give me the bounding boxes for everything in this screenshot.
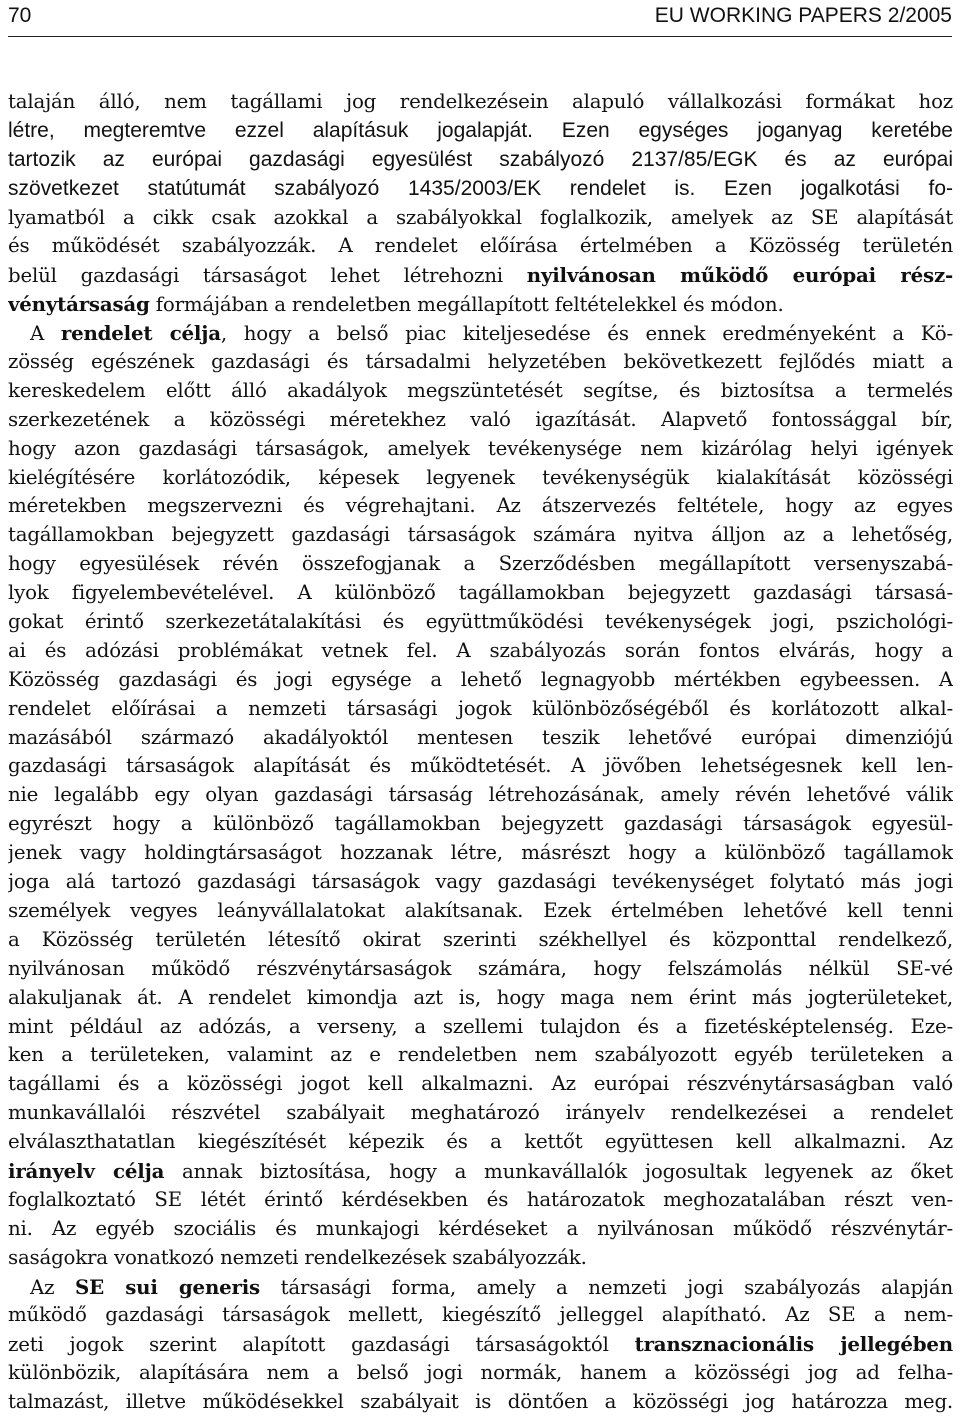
text-line: különbözik, alapítására nem a belső jogi normák, hanem a közösségi jog ad felha- — [8, 1361, 953, 1385]
text-line: egyrészt hogy a különböző tagállamokban bejegyzett gazdasági társaságok egyesül- — [8, 812, 953, 836]
text-line: ni. Az egyéb szociális és munkajogi kérdéseket a nyilvánosan működő részvénytár- — [8, 1216, 953, 1240]
text-line: saságokra vonatkozó nemzeti rendelkezések szabályozzák. — [8, 1245, 587, 1269]
text-line: működő gazdasági társaságok mellett, kiegészítő jelleggel alapítható. Az SE a nem- — [8, 1303, 953, 1327]
text-line: talaján álló, nem tagállami jog rendelkezésein alapuló vállalkozási formákat hoz — [8, 90, 953, 113]
text-line: jenek vagy holdingtársaságot hozzanak létre, másrészt hogy a különböző tagállamok — [8, 841, 953, 865]
text-line: elválaszthatatlan kiegészítését képezik és a kettőt együttesen kell alkalmazni. Az — [8, 1130, 953, 1154]
bold-term: transznacionális jellegében — [634, 1332, 953, 1357]
text-line: irányelv célja annak biztosítása, hogy a munkavállalók jogosultak legyenek az őket — [8, 1158, 953, 1183]
document-body — [8, 88, 953, 1417]
text-line: tartozik az európai gazdasági egyesülést szabályozó 2137/85/EGK és az európai — [8, 147, 953, 171]
text-line: joga alá tartozó gazdasági társaságok vagy gazdasági tevékenységet folytató más jogi — [8, 870, 953, 894]
bold-term: vénytársaság — [8, 292, 150, 317]
text-line: foglalkoztató SE létét érintő kérdésekben és határozatok meghozatalában részt ven- — [8, 1187, 953, 1211]
text-line: kereskedelem előtt álló akadályok megszüntetését segítse, és biztosítsa a termelés — [8, 378, 953, 402]
text-line: hogy egyesülések révén összefogjanak a Szerződésben megállapított versenyszabá- — [8, 552, 953, 576]
text-line: kielégítésére korlátozódik, képesek legyenek tevékenységük kialakítását közösségi — [8, 465, 953, 489]
bold-term: nyilvánosan működő európai rész- — [526, 263, 953, 288]
text-line: lyamatból a cikk csak azokkal a szabályokkal foglalkozik, amelyek az SE alapítását — [8, 205, 953, 229]
text-line: rendelet előírásai a nemzeti társasági jogok különbözőségéből és korlátozott alkal- — [8, 696, 953, 720]
text-line: létre, megteremtve ezzel alapításuk jogalapját. Ezen egységes joganyag keretébe — [8, 118, 953, 142]
text-line: tagállamokban bejegyzett gazdasági társaságok számára nyitva álljon az a lehetőség, — [8, 523, 953, 547]
text-line: ai és adózási problémákat vetnek fel. A szabályozás során fontos elvárás, hogy a — [8, 638, 953, 662]
text-line: mint például az adózás, a verseny, a szellemi tulajdon és a fizetésképtelenség. Eze- — [8, 1014, 953, 1038]
text-line: munkavállalói részvétel szabályait meghatározó irányelv rendelkezései a rendelet — [8, 1101, 953, 1125]
text-line: hogy azon gazdasági társaságok, amelyek tevékenysége nem kizárólag helyi igények — [8, 436, 953, 460]
text-line: mazásából származó akadályoktól mentesen teszik lehetővé európai dimenziójú — [8, 725, 953, 749]
running-header — [8, 0, 952, 37]
text-line: Közösség gazdasági és jogi egysége a lehető legnagyobb mértékben egybeessen. A — [8, 667, 953, 691]
text-line: szerkezetének a közösségi méretekhez való igazítását. Alapvető fontossággal bír, — [8, 407, 953, 431]
text-line: A rendelet célja, hogy a belső piac kiteljesedése és ennek eredményeként a Kö- — [30, 321, 953, 346]
series-title: EU WORKING PAPERS 2/2005 — [654, 4, 952, 27]
text-line: lyok figyelembevételével. A különböző tagállamokban bejegyzett gazdasági társasá- — [8, 581, 953, 605]
text-line: zeti jogok szerint alapított gazdasági társaságoktól transznacionális jellegében — [8, 1332, 953, 1357]
text-line: zösség egészének gazdasági és társadalmi helyzetében bekövetkezett fejlődés miatt a — [8, 350, 953, 374]
text-line: méretekben megszervezni és végrehajtani. Az átszervezés feltétele, hogy az egyes — [8, 494, 953, 518]
bold-term: irányelv célja — [8, 1158, 165, 1183]
text-line: nyilvánosan működő részvénytársaságok számára, hogy felszámolás nélkül SE-vé — [8, 956, 953, 980]
text-line: gokat érintő szerkezetátalakítási és együttműködési tevékenységek jogi, pszichológi- — [8, 610, 953, 634]
text-line: tagállami és a közösségi jogot kell alkalmazni. Az európai részvénytársaságban való — [8, 1072, 953, 1096]
text-line: Az SE sui generis társasági forma, amely a nemzeti jogi szabályozás alapján — [30, 1274, 953, 1299]
text-line: a Közösség területén létesítő okirat szerinti székhellyel és központtal rendelkező, — [8, 927, 953, 951]
bold-term: rendelet célja — [60, 321, 221, 346]
text-line: alakuljanak át. A rendelet kimondja azt is, hogy maga nem érint más jogterületeket, — [8, 985, 953, 1009]
text-line: talmazást, illetve működésekkel szabályait is döntően a közösségi jog határozza meg. — [8, 1390, 953, 1414]
text-line: belül gazdasági társaságot lehet létrehozni nyilvánosan működő európai rész- — [8, 263, 953, 288]
text-line: ken a területeken, valamint az e rendeletben nem szabályozott egyéb területeken a — [8, 1043, 953, 1067]
text-line: és működését szabályozzák. A rendelet előírása értelmében a Közösség területén — [8, 234, 953, 258]
text-line: gazdasági társaságok alapítását és működtetését. A jövőben lehetségesnek kell len- — [8, 754, 953, 778]
text-line: vénytársaság formájában a rendeletben megállapított feltételekkel és módon. — [8, 292, 784, 317]
text-line: szövetkezet statútumát szabályozó 1435/2003/EK rendelet is. Ezen jogalkotási fo- — [8, 176, 953, 200]
page-number: 70 — [8, 4, 32, 27]
text-line: nie legalább egy olyan gazdasági társaság létrehozásának, amely révén lehetővé válik — [8, 783, 953, 807]
text-line: személyek vegyes leányvállalatokat alakítsanak. Ezek értelmében lehetővé kell tenni — [8, 898, 953, 922]
bold-term: SE sui generis — [74, 1274, 260, 1299]
